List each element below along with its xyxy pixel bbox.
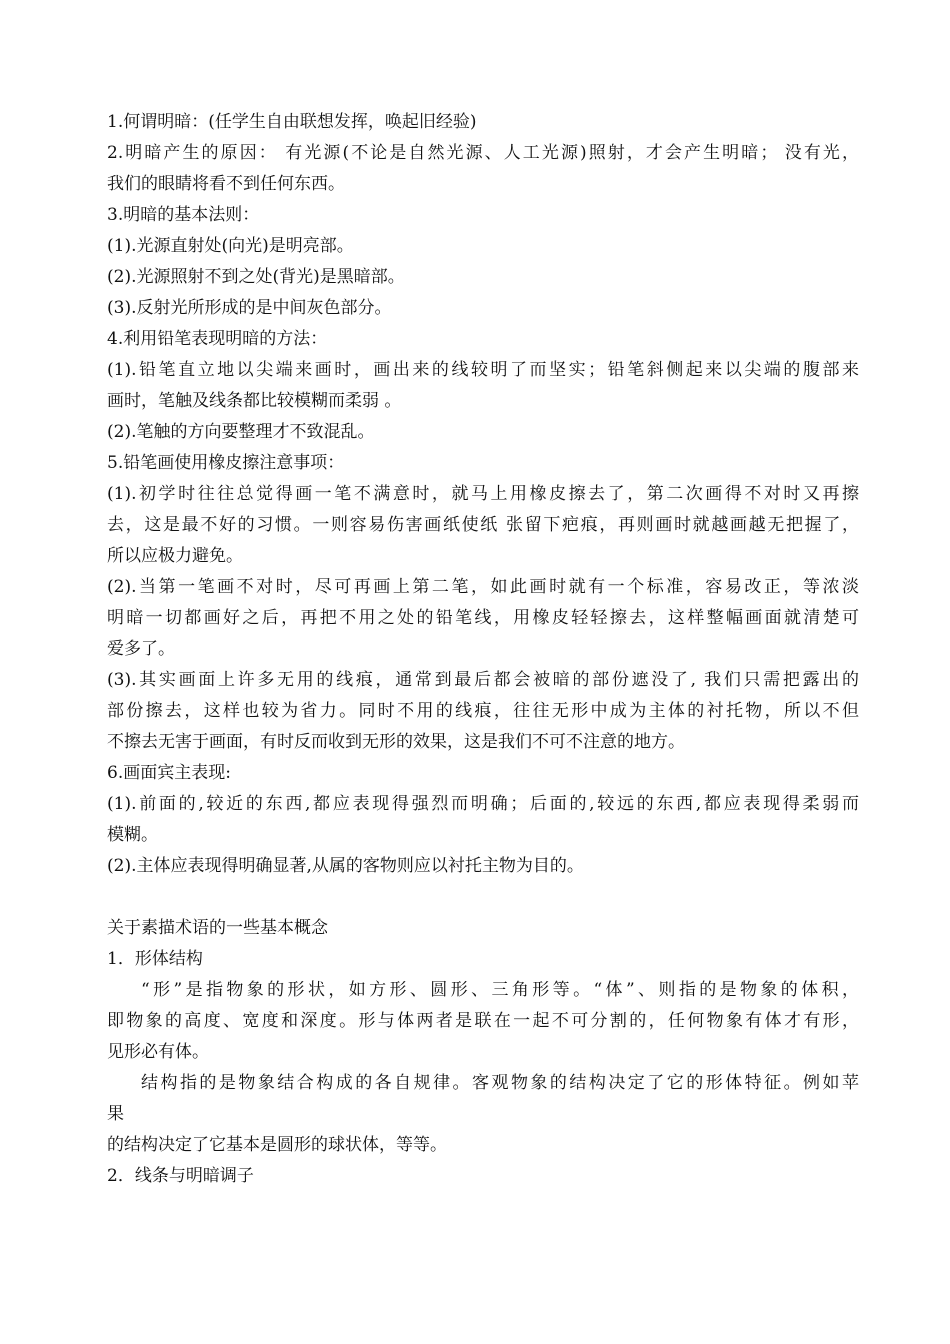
item-5-note-1-line-1: (1).初学时往往总觉得画一笔不满意时，就马上用橡皮擦去了，第二次画得不对时又再擦: [107, 484, 859, 504]
concept-1-para-2-line-2: 果: [107, 1104, 124, 1124]
concept-1-para-1-line-1: “形”是指物象的形状，如方形、圆形、三角形等。“体”、则指的是物象的体积，: [141, 980, 859, 1000]
item-4-method-2: (2).笔触的方向要整理才不致混乱。: [107, 422, 375, 442]
item-5-note-1-line-2: 去，这是最不好的习惯。一则容易伤害画纸使纸 张留下疤痕，再则画时就越画越无把握了，: [107, 515, 859, 535]
concept-1-title: 1．形体结构: [107, 949, 203, 969]
concept-1-para-2-line-3: 的结构决定了它基本是圆形的球状体，等等。: [107, 1135, 447, 1155]
concept-1-para-2-line-1: 结构指的是物象结合构成的各自规律。客观物象的结构决定了它的形体特征。例如苹: [141, 1073, 859, 1093]
item-4-method-1-line-1: (1).铅笔直立地以尖端来画时，画出来的线较明了而坚实；铅笔斜侧起来以尖端的腹部来: [107, 360, 859, 380]
item-3-rule-3: (3).反射光所形成的是中间灰色部分。: [107, 298, 392, 318]
item-6-point-1-line-1: (1).前面的,较近的东西,都应表现得强烈而明确；后面的,较远的东西,都应表现得柔弱而: [107, 794, 859, 814]
item-5-note-2-line-1: (2).当第一笔画不对时，尽可再画上第二笔，如此画时就有一个标准，容易改正，等浓淡: [107, 577, 859, 597]
item-5-note-2-line-3: 爱多了。: [107, 639, 175, 659]
concept-2-title: 2．线条与明暗调子: [107, 1166, 254, 1186]
item-5-note-1-line-3: 所以应极力避免。: [107, 546, 243, 566]
item-2-cause-line-2: 我们的眼睛将看不到任何东西。: [107, 174, 345, 194]
item-3-rule-1: (1).光源直射处(向光)是明亮部。: [107, 236, 354, 256]
item-5-note-2-line-2: 明暗一切都画好之后，再把不用之处的铅笔线，用橡皮轻轻擦去，这样整幅画面就清楚可: [107, 608, 859, 628]
item-2-cause-line-1: 2.明暗产生的原因： 有光源(不论是自然光源、人工光源)照射，才会产生明暗； 没有光，: [107, 143, 859, 163]
item-1-what-is-light-dark: 1.何谓明暗：(任学生自由联想发挥，唤起旧经验): [107, 112, 477, 132]
item-6-composition: 6.画面宾主表现:: [107, 763, 231, 783]
item-5-note-3-line-2: 部份擦去，这样也较为省力。同时不用的线痕，往往无形中成为主体的衬托物，所以不但: [107, 701, 859, 721]
item-3-rule-2: (2).光源照射不到之处(背光)是黑暗部。: [107, 267, 405, 287]
item-4-method-1-line-2: 画时，笔触及线条都比较模糊而柔弱 。: [107, 391, 402, 411]
concept-1-para-1-line-3: 见形必有体。: [107, 1042, 209, 1062]
section-gap: [107, 882, 859, 913]
item-3-basic-rules: 3.明暗的基本法则：: [107, 205, 260, 225]
item-5-note-3-line-3: 不擦去无害于画面，有时反而收到无形的效果，这是我们不可不注意的地方。: [107, 732, 685, 752]
section-heading: 关于素描术语的一些基本概念: [107, 918, 328, 938]
item-6-point-1-line-2: 模糊。: [107, 825, 158, 845]
item-5-eraser-notes: 5.铅笔画使用橡皮擦注意事项：: [107, 453, 345, 473]
document-page: [107, 107, 859, 1192]
item-4-pencil-method: 4.利用铅笔表现明暗的方法：: [107, 329, 328, 349]
concept-1-para-1-line-2: 即物象的高度、宽度和深度。形与体两者是联在一起不可分割的，任何物象有体才有形，: [107, 1011, 859, 1031]
item-6-point-2: (2).主体应表现得明确显著,从属的客物则应以衬托主物为目的。: [107, 856, 584, 876]
item-5-note-3-line-1: (3).其实画面上许多无用的线痕，通常到最后都会被暗的部份遮没了, 我们只需把露出的: [107, 670, 859, 690]
